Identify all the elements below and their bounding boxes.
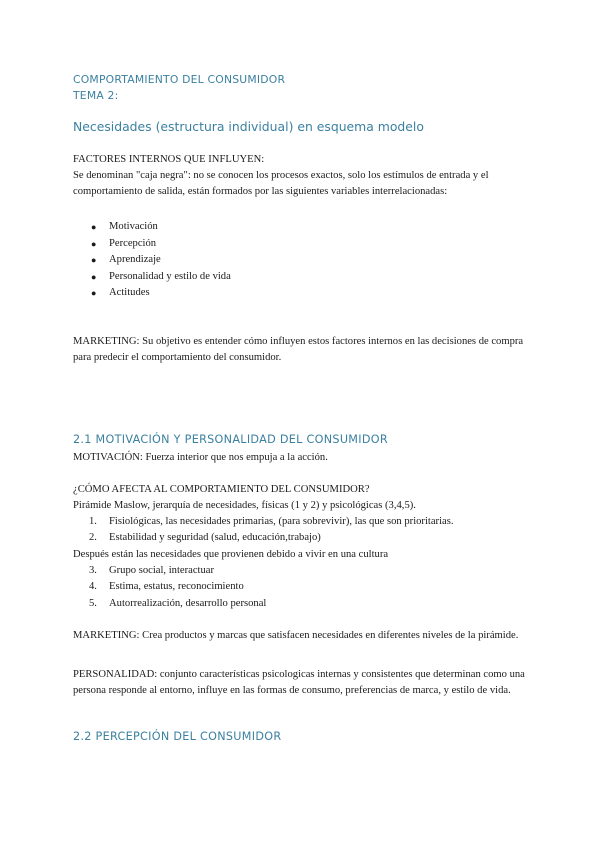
list-item: ● Aprendizaje — [89, 252, 549, 269]
list-item: 2. Estabilidad y seguridad (salud, educación,trabajo) — [89, 532, 321, 544]
section-2-2-title: 2.2 PERCEPCIÓN DEL CONSUMIDOR — [73, 730, 282, 743]
list-item: ● Motivación — [89, 219, 549, 236]
factores-marketing: MARKETING: Su objetivo es entender cómo influyen estos factores internos en las decisiones de compra para predecir el comportamiento del consumidor. — [73, 336, 524, 364]
factores-intro: Se denominan "caja negra": no se conocen los procesos exactos, solo los estímulos de entrada y el comportamiento de salida, están formados por las siguientes variables interrelacionadas: — [73, 170, 489, 198]
question-heading: ¿CÓMO AFECTA AL COMPORTAMIENTO DEL CONSUMIDOR? — [73, 484, 370, 495]
list-item: 5. Autorrealización, desarrollo personal — [89, 597, 267, 609]
motivacion-definition: MOTIVACIÓN: Fuerza interior que nos empuja a la acción. — [73, 452, 328, 463]
factores-list — [89, 219, 549, 302]
maslow-text: Pirámide Maslow, jerarquía de necesidades, físicas (1 y 2) y psicológicas (3,4,5). — [73, 500, 416, 511]
list-item: ● Actitudes — [89, 285, 549, 302]
bullet-icon: ● — [91, 222, 97, 232]
topic-label: TEMA 2: — [73, 88, 119, 102]
course-title: COMPORTAMIENTO DEL CONSUMIDOR — [73, 73, 286, 86]
bullet-icon: ● — [91, 271, 97, 282]
bullet-icon: ● — [91, 255, 97, 266]
document-subtitle: Necesidades (estructura individual) en esquema modelo — [73, 119, 424, 134]
list-item: ● Personalidad y estilo de vida — [89, 269, 549, 286]
needs-cultural-list — [73, 563, 533, 612]
section-2-1-title: 2.1 MOTIVACIÓN Y PERSONALIDAD DEL CONSUMIDOR — [73, 433, 388, 446]
document-header — [73, 72, 533, 103]
needs-primary-list — [73, 514, 533, 547]
bullet-icon: ● — [91, 238, 97, 249]
list-item: 3. Grupo social, interactuar — [89, 565, 215, 576]
motivacion-marketing: MARKETING: Crea productos y marcas que satisfacen necesidades en diferentes niveles de la pirámide. — [73, 630, 519, 641]
list-item: ● Percepción — [89, 236, 549, 253]
bullet-icon: ● — [91, 288, 97, 299]
personalidad-definition: PERSONALIDAD: conjunto características psicologicas internas y consistentes que determinan como una persona responde al entorno, influye en las formas de consumo, preferencias de marca, y estilo de vida. — [73, 669, 525, 697]
list-item: 1. Fisiológicas, las necesidades primarias, (para sobrevivir), las que son prioritarias. — [89, 516, 454, 527]
factores-heading: FACTORES INTERNOS QUE INFLUYEN: — [73, 154, 265, 165]
list-item: 4. Estima, estatus, reconocimiento — [89, 581, 244, 593]
cultural-needs-intro: Después están las necesidades que provienen debido a vivir en una cultura — [73, 549, 389, 560]
